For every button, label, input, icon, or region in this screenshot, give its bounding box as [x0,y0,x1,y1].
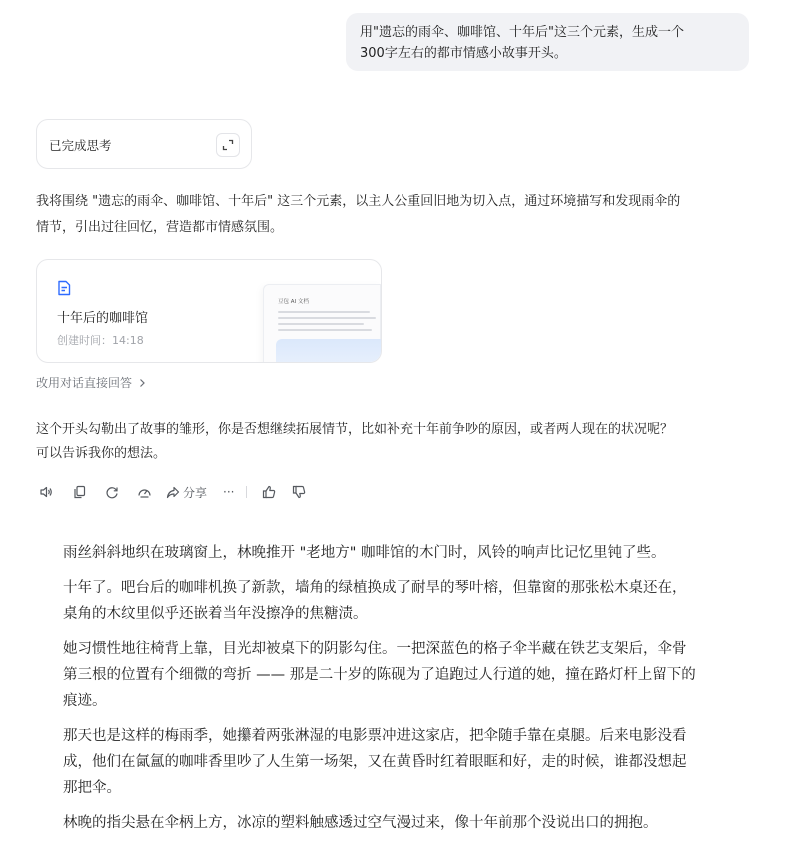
preview-text-line [278,329,372,331]
speed-button[interactable] [134,481,154,503]
thumbs-down-icon [292,485,306,499]
copy-button[interactable] [69,481,89,503]
intro-line: 我将围绕 "遗忘的雨伞、咖啡馆、十年后" 这三个元素，以主人公重回旧地为切入点，通过环境描写和发现雨伞的 [36,194,681,209]
document-icon [57,280,72,300]
user-message-line: 300字左右的都市情感小故事开头。 [360,46,567,61]
story-paragraph [63,636,783,714]
switch-to-direct-answer-link[interactable] [36,374,146,391]
refresh-icon [105,485,119,499]
story-line: 雨丝斜斜地织在玻璃窗上，林晚推开 "老地方" 咖啡馆的木门时，风铃的响声比记忆里钝了些。 [63,545,666,561]
followup-line: 可以告诉我你的想法。 [36,446,167,461]
thumbs-up-icon [262,485,276,499]
user-message-line: 用"遗忘的雨伞、咖啡馆、十年后"这三个元素，生成一个 [360,25,684,40]
assistant-intro [36,189,776,241]
story-line: 第三根的位置有个细微的弯折 —— 那是二十岁的陈砚为了追跑过人行道的她，撞在路灯杆上留下的 [63,667,696,683]
more-icon: ··· [223,485,235,499]
divider [246,486,247,498]
user-message-bubble [346,13,749,71]
expand-icon [222,139,234,151]
thinking-status-card[interactable] [36,119,252,169]
gauge-icon [137,485,152,499]
preview-text-line [278,311,370,313]
dislike-button[interactable] [289,481,309,503]
preview-text-line [278,323,364,325]
direct-answer-label: 改用对话直接回答 [36,376,133,390]
speaker-icon [39,485,53,499]
followup-line: 这个开头勾勒出了故事的雏形，你是否想继续拓展情节，比如补充十年前争吵的原因，或者两人现在的状况呢？ [36,422,674,437]
document-card[interactable] [36,259,382,363]
document-title: 十年后的咖啡馆 [57,311,149,326]
intro-line: 情节，引出过往回忆，营造都市情感氛围。 [36,220,284,235]
preview-title: 豆包 AI 文档 [278,299,309,305]
story-paragraph [63,723,783,801]
assistant-followup [36,418,776,466]
expand-thinking-button[interactable] [216,133,240,157]
story-paragraph [63,575,783,627]
thinking-status-label: 已完成思考 [49,138,112,153]
preview-text-line [278,317,376,319]
story-line: 成，他们在氤氲的咖啡香里吵了人生第一场架，又在黄昏时红着眼眶和好，走的时候，谁都没想起 [63,754,687,770]
share-button[interactable] [166,481,207,503]
message-action-bar [36,481,309,503]
share-icon [166,486,180,499]
story-paragraph [63,810,783,836]
chevron-right-icon [138,378,146,388]
regenerate-button[interactable] [102,481,122,503]
more-button[interactable] [223,481,234,503]
preview-image-block [276,339,382,363]
story-line: 十年了。吧台后的咖啡机换了新款，墙角的绿植换成了耐旱的琴叶榕，但靠窗的那张松木桌还在， [63,580,687,596]
like-button[interactable] [259,481,279,503]
story-content [63,540,783,843]
story-paragraph [63,540,783,566]
story-line: 痕迹。 [63,693,107,709]
share-label: 分享 [183,485,208,500]
story-line: 那天也是这样的梅雨季，她攥着两张淋湿的电影票冲进这家店，把伞随手靠在桌腿。后来电影没看 [63,728,687,744]
story-line: 桌角的木纹里似乎还嵌着当年没擦净的焦糖渍。 [63,606,368,622]
story-line: 她习惯性地往椅背上靠，目光却被桌下的阴影勾住。一把深蓝色的格子伞半藏在铁艺支架后，伞骨 [63,641,687,657]
copy-icon [73,485,86,499]
story-line: 那把伞。 [63,780,121,796]
read-aloud-button[interactable] [36,481,56,503]
document-created-time: 创建时间：14:18 [57,334,144,347]
document-preview-thumbnail [263,284,381,363]
story-line: 林晚的指尖悬在伞柄上方，冰凉的塑料触感透过空气漫过来，像十年前那个没说出口的拥抱。 [63,815,658,831]
